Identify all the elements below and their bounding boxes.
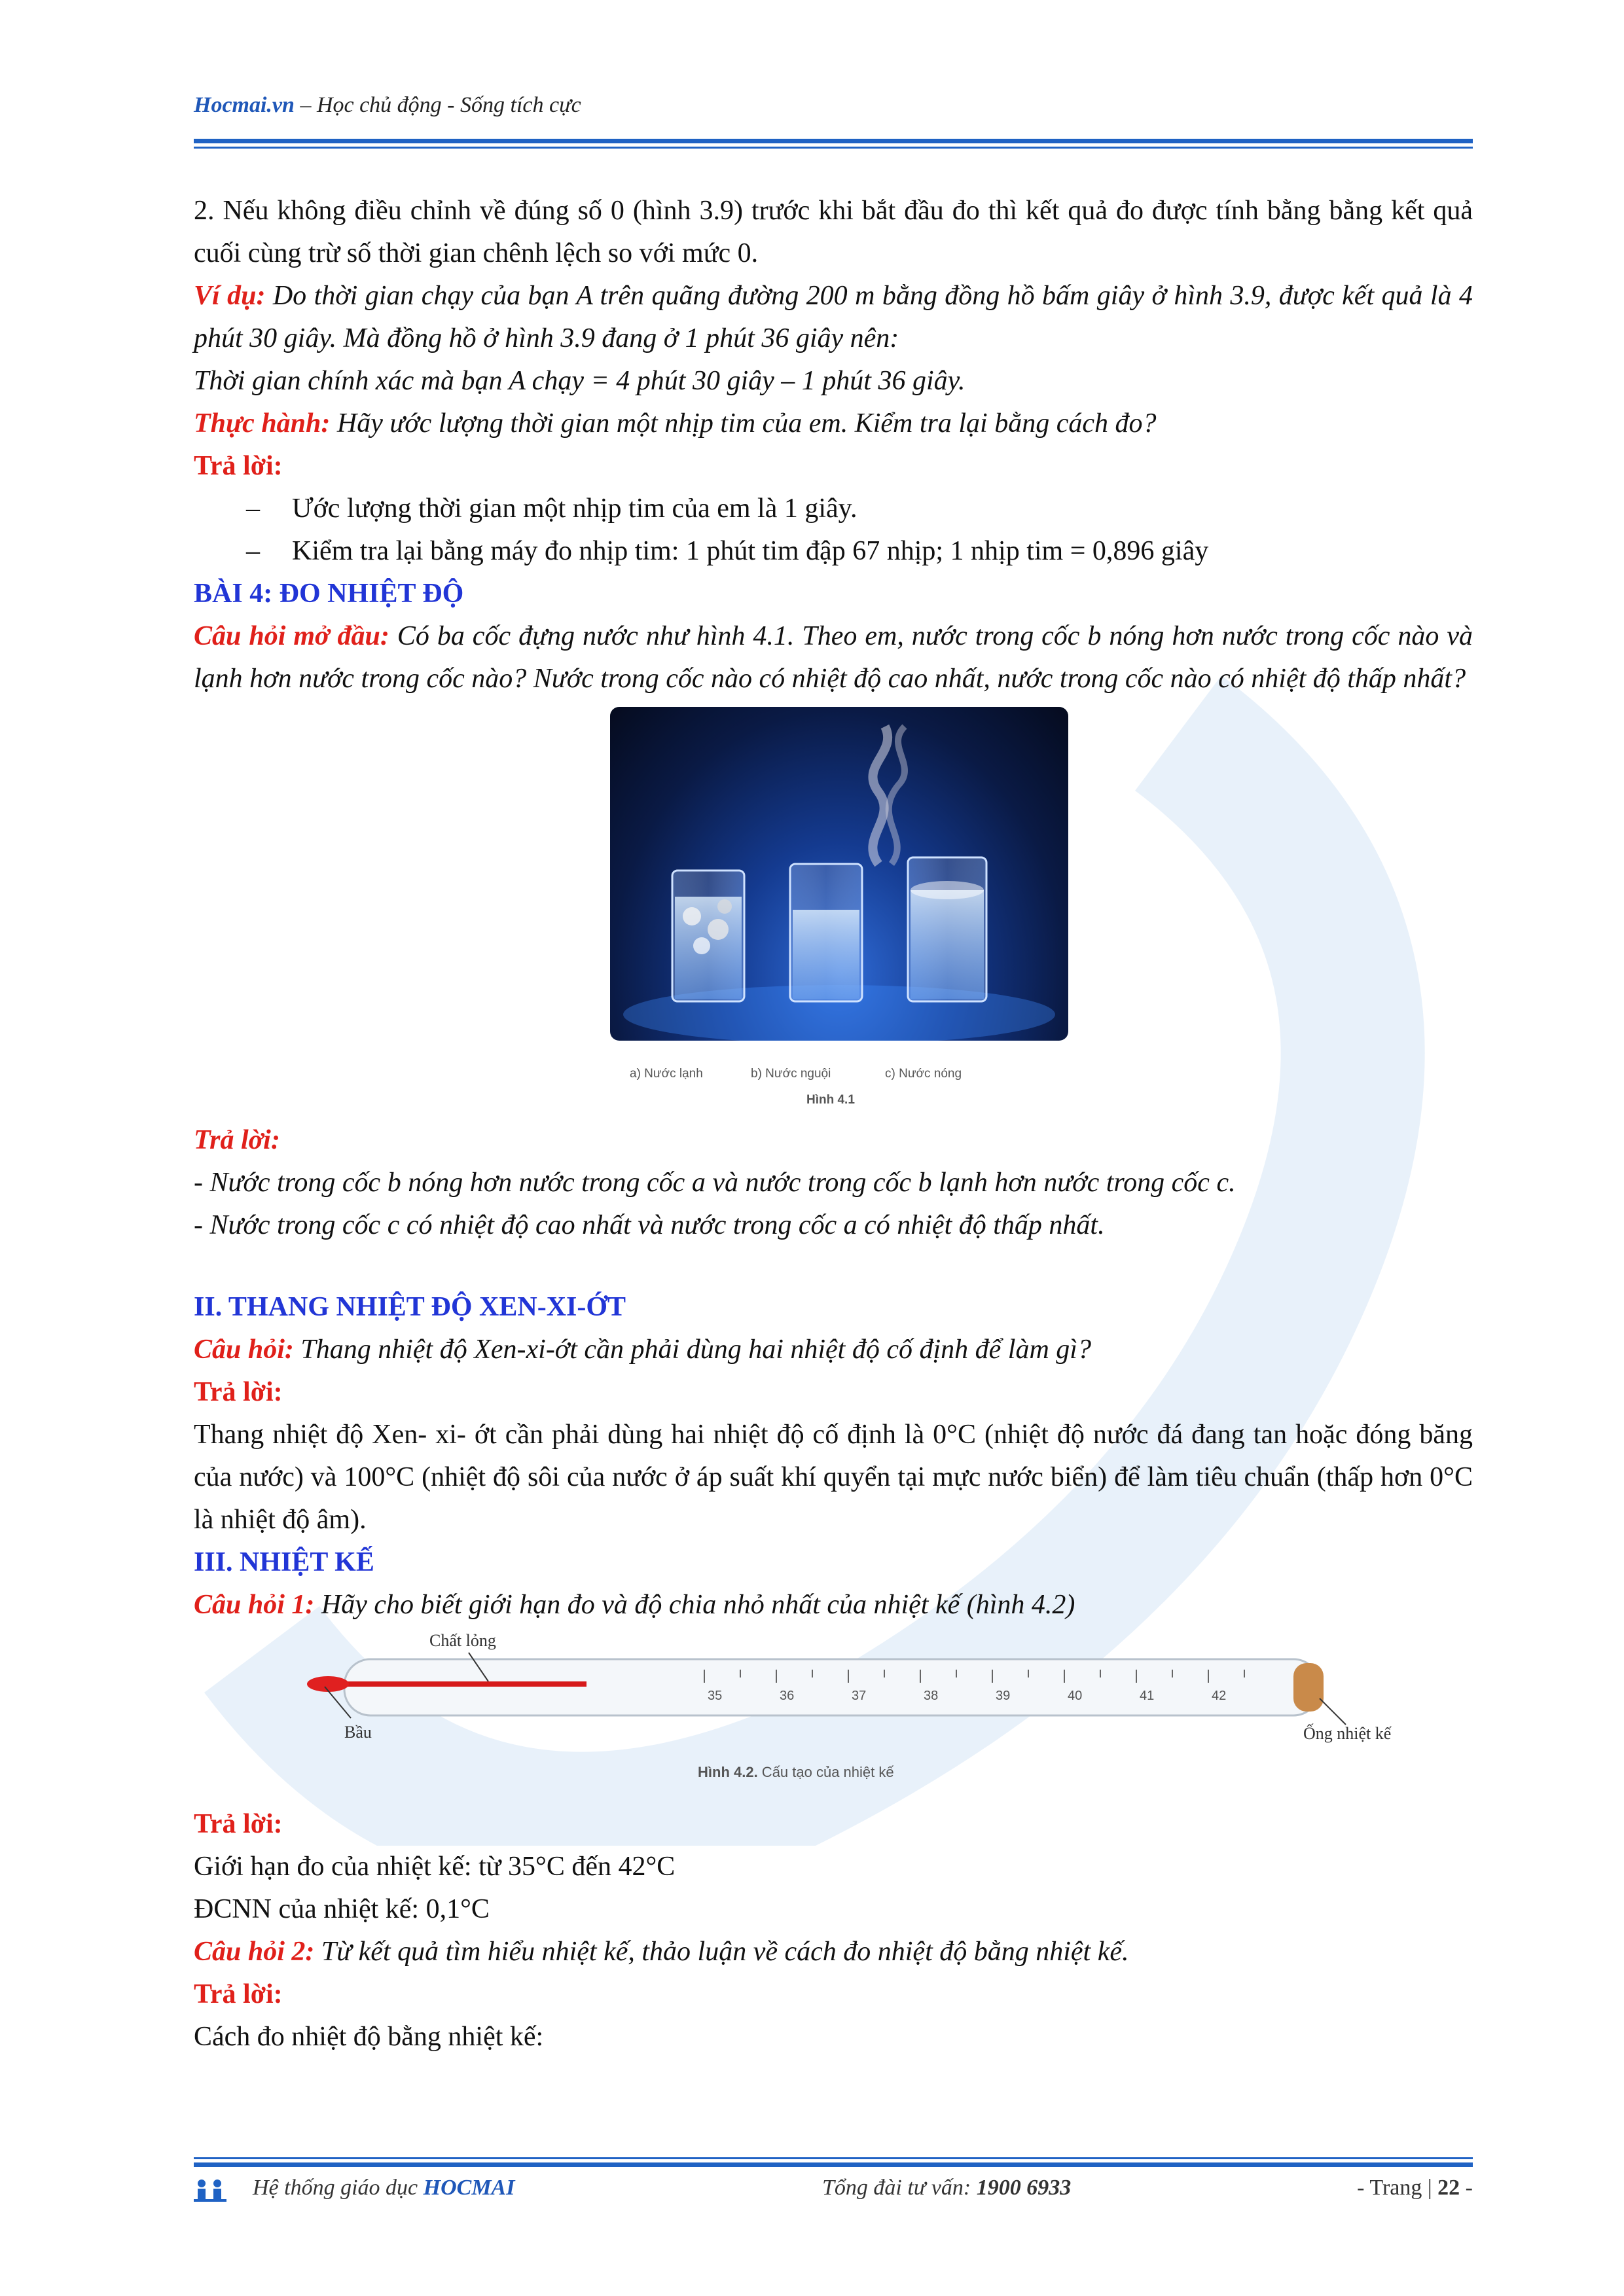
question-1-text: Hãy cho biết giới hạn đo và độ chia nhỏ nhất của nhiệt kế (hình 4.2) [314, 1590, 1075, 1620]
q1-answer-division: ĐCNN của nhiệt kế: 0,1°C [194, 1894, 490, 1924]
header-tagline: – Học chủ động - Sống tích cực [294, 93, 581, 117]
fig42-caption-bold: Hình 4.2. [698, 1764, 758, 1780]
page-content [194, 190, 1473, 2058]
list-item: – Ước lượng thời gian một nhịp tim của em là 1 giây. [246, 488, 1473, 530]
practice-paragraph [194, 403, 1473, 445]
q1-answer-range: Giới hạn đo của nhiệt kế: từ 35°C đến 42°C [194, 1852, 676, 1882]
section-2-question [194, 1329, 1473, 1371]
thermometer-diagram [194, 1626, 1473, 1803]
scale-label: 37 [852, 1689, 867, 1703]
opening-answer-label: Trả lời: [194, 1125, 280, 1155]
footer-hotline-text: Tổng đài tư vấn: [822, 2176, 977, 2200]
question-label: Câu hỏi: [194, 1335, 294, 1365]
figure-4-1 [610, 707, 1068, 1119]
label-bulb: Bầu [344, 1723, 372, 1742]
fig41-label-a: a) Nước lạnh [630, 1067, 703, 1081]
opening-label: Câu hỏi mở đầu: [194, 621, 389, 651]
practice-label: Thực hành: [194, 408, 331, 439]
question-2-text: Từ kết quả tìm hiểu nhiệt kế, thảo luận về cách đo nhiệt độ bằng nhiệt kế. [314, 1937, 1129, 1967]
glasses-illustration [610, 707, 1068, 1041]
opening-answer-2: - Nước trong cốc c có nhiệt độ cao nhất và nước trong cốc a có nhiệt độ thấp nhất. [194, 1210, 1105, 1240]
example-label: Ví dụ: [194, 281, 266, 311]
scale-label: 36 [780, 1689, 795, 1703]
footer-system [253, 2176, 514, 2200]
scale-label: 39 [996, 1689, 1011, 1703]
header-text [194, 93, 1473, 118]
list-item: – Kiểm tra lại bằng máy đo nhịp tim: 1 phút tim đập 67 nhịp; 1 nhịp tim = 0,896 giây [246, 530, 1473, 573]
opening-text: Có ba cốc đựng nước như hình 4.1. Theo em, nước trong cốc b nóng hơn nước trong cốc nào và lạnh hơn nước trong cốc nào? Nước trong cốc nào có nhiệt độ cao nhất, nước trong cốc nào có nhiệt độ thấp nhất? [194, 621, 1473, 694]
q2-answer: Cách đo nhiệt độ bằng nhiệt kế: [194, 2022, 544, 2052]
footer-system-brand[interactable]: HOCMAI [423, 2176, 515, 2200]
page-suffix: - [1460, 2176, 1473, 2200]
footer-rule-thick [194, 2162, 1473, 2167]
fig41-caption: Hình 4.1 [806, 1093, 855, 1107]
scale-label: 38 [924, 1689, 939, 1703]
scale-label: 35 [708, 1689, 723, 1703]
scale-label: 42 [1212, 1689, 1227, 1703]
header-rule-thick [194, 139, 1473, 143]
example-text: Do thời gian chạy của bạn A trên quãng đường 200 m bằng đồng hồ bấm giây ở hình 3.9, được kết quả là 4 phút 30 giây. Mà đồng hồ ở hình 3.9 đang ở 1 phút 36 giây nên: [194, 281, 1473, 353]
fig41-label-c: c) Nước nóng [885, 1067, 962, 1081]
lesson-title: BÀI 4: ĐO NHIỆT ĐỘ [194, 579, 464, 609]
water-glasses-photo [610, 707, 1068, 1041]
question-1 [194, 1584, 1473, 1626]
footer-system-text: Hệ thống giáo dục [253, 2176, 424, 2200]
page-header [194, 93, 1473, 118]
opening-question [194, 615, 1473, 700]
opening-answer-1: - Nước trong cốc b nóng hơn nước trong cốc a và nước trong cốc b lạnh hơn nước trong cốc c. [194, 1168, 1236, 1198]
q1-answer-label: Trả lời: [194, 1809, 283, 1839]
label-tube: Ống nhiệt kế [1303, 1724, 1392, 1743]
page-number [1357, 2176, 1473, 2200]
example-formula: Thời gian chính xác mà bạn A chạy = 4 phút 30 giây – 1 phút 36 giây. [194, 366, 965, 396]
figure-4-2 [194, 1626, 1473, 1803]
header-rule-thin [194, 147, 1473, 149]
practice-text: Hãy ước lượng thời gian một nhịp tim của em. Kiểm tra lại bằng cách đo? [330, 408, 1157, 439]
header-brand[interactable]: Hocmai.vn [194, 93, 295, 117]
question-2 [194, 1931, 1473, 1973]
svg-text:Hình 4.2. Cấu tạo của nhiệt kế [698, 1764, 894, 1780]
scale-label: 41 [1140, 1689, 1155, 1703]
question-text: Thang nhiệt độ Xen-xi-ớt cần phải dùng hai nhiệt độ cố định để làm gì? [293, 1335, 1091, 1365]
practice-answer-list [194, 488, 1473, 573]
footer-hotline-number: 1900 6933 [976, 2176, 1072, 2200]
fig41-label-b: b) Nước nguội [751, 1067, 831, 1081]
section-2-answer-label: Trả lời: [194, 1377, 283, 1407]
scale-label: 40 [1068, 1689, 1083, 1703]
footer-rule-thin [194, 2157, 1473, 2159]
question-1-label: Câu hỏi 1: [194, 1590, 315, 1620]
hocmai-logo-icon [194, 2177, 226, 2203]
section-3-title: III. NHIỆT KẾ [194, 1547, 374, 1577]
footer-hotline [822, 2176, 1071, 2200]
fig42-caption-text: Cấu tạo của nhiệt kế [757, 1764, 894, 1780]
answer-label: Trả lời: [194, 451, 283, 481]
example-paragraph [194, 275, 1473, 360]
page-number-value: 22 [1437, 2176, 1460, 2200]
paragraph-adjust-zero: 2. Nếu không điều chỉnh về đúng số 0 (hình 3.9) trước khi bắt đầu đo thì kết quả đo được tính bằng bằng kết quả cuối cùng trừ số thời gian chênh lệch so với mức 0. [194, 196, 1473, 268]
spacer [194, 1247, 1473, 1286]
q2-answer-label: Trả lời: [194, 1979, 283, 2009]
question-2-label: Câu hỏi 2: [194, 1937, 315, 1967]
page-prefix: - Trang | [1357, 2176, 1438, 2200]
label-liquid: Chất lỏng [429, 1631, 496, 1650]
section-2-title: II. THANG NHIỆT ĐỘ XEN-XI-ỚT [194, 1292, 626, 1322]
section-2-answer: Thang nhiệt độ Xen- xi- ớt cần phải dùng hai nhiệt độ cố định là 0°C (nhiệt độ nước đá đang tan hoặc đóng băng của nước) và 100°C (nhiệt độ sôi của nước ở áp suất khí quyển tại mực nước biển) để làm tiêu chuẩn (thấp hơn 0°C là nhiệt độ âm). [194, 1420, 1473, 1535]
